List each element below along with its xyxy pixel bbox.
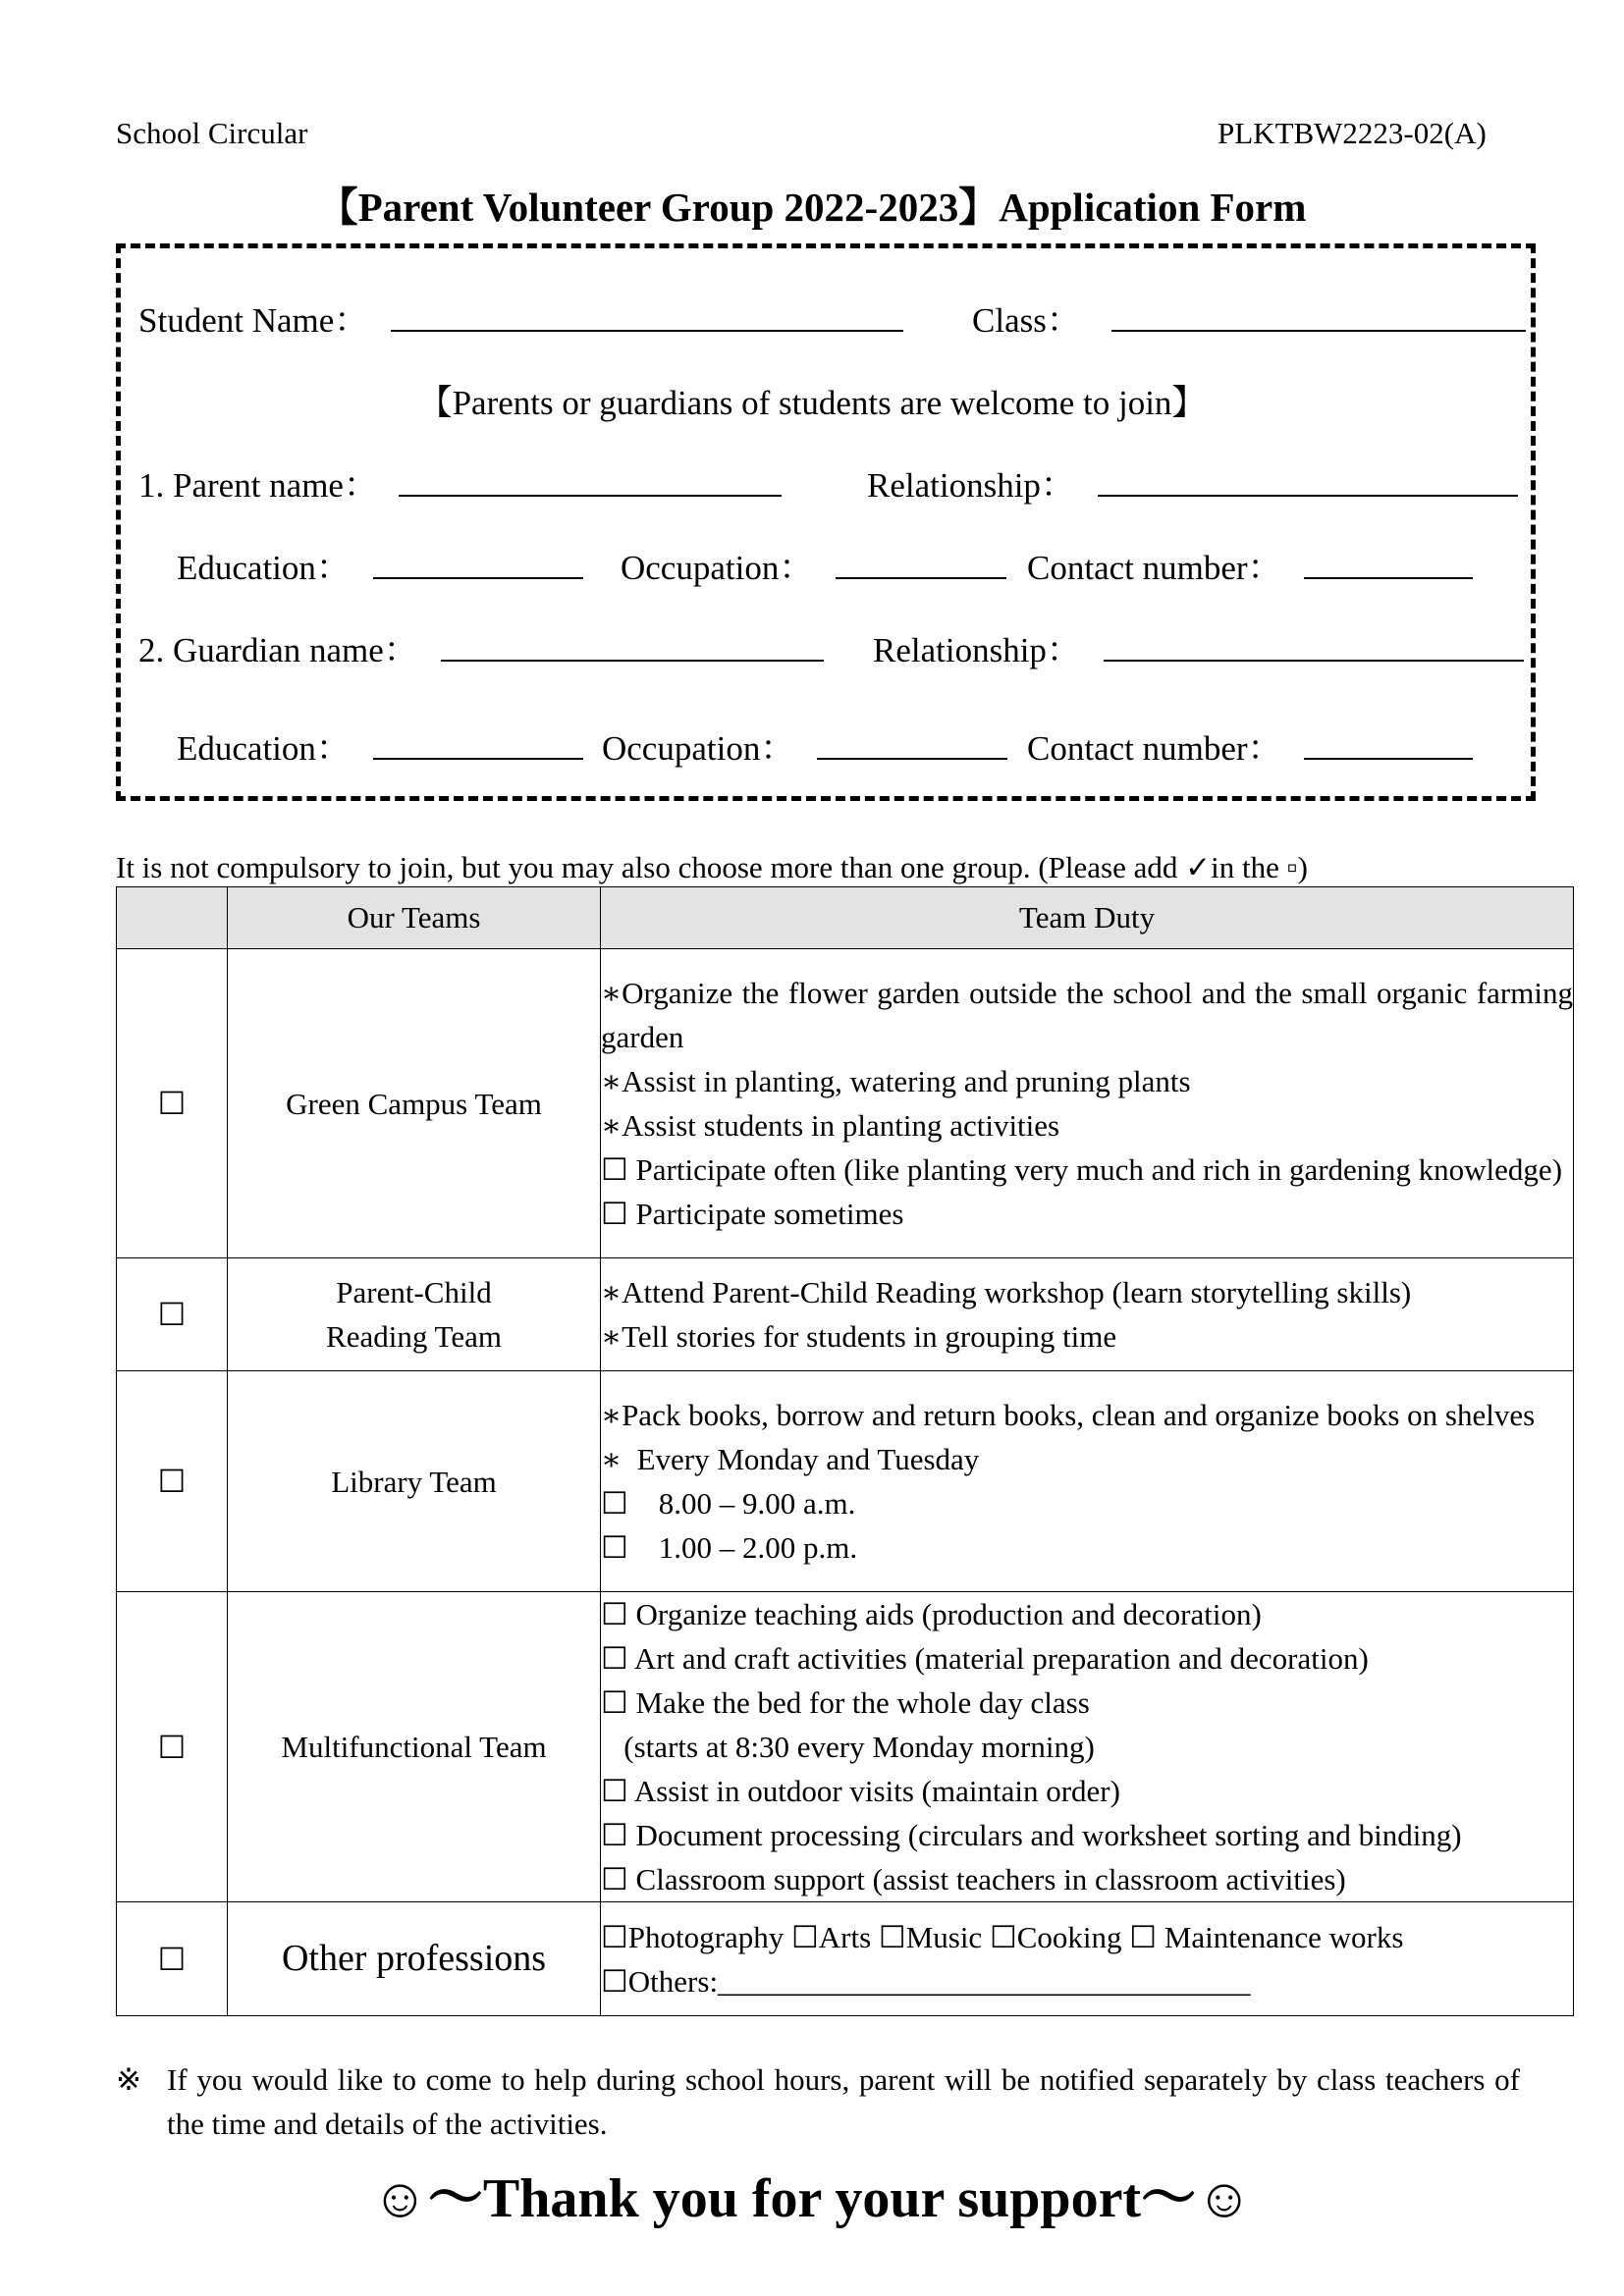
green-campus-checkbox[interactable]: ☐ <box>117 949 228 1258</box>
education-label: Education： <box>177 549 351 587</box>
footnote <box>116 2057 1520 2146</box>
footnote-text: If you would like to come to help during school hours, parent will be notified separately by class teachers of the time and details of the activities. <box>167 2062 1520 2141</box>
parent-contact-row <box>1027 541 1473 590</box>
welcome-text: 【Parents or guardians of students are welcome to join】 <box>417 384 1207 422</box>
header-our-teams: Our Teams <box>228 887 601 949</box>
class-label: Class： <box>972 301 1081 340</box>
selection-note: It is not compulsory to join, but you may also choose more than one group. (Please add ✓in the ▫) <box>116 850 1308 884</box>
parent-name-label: 1. Parent name： <box>138 466 378 505</box>
student-name-field[interactable] <box>391 300 903 332</box>
team-name-line: Parent-Child <box>336 1275 492 1309</box>
team-name-parent-child-reading <box>228 1258 601 1371</box>
duty-option-afternoon-slot[interactable]: ☐ 1.00 – 2.00 p.m. <box>601 1530 858 1565</box>
thank-you-message: ☺～Thank you for your support～☺ <box>371 2168 1253 2229</box>
duty-option-morning-slot[interactable]: ☐ 8.00 – 9.00 a.m. <box>601 1486 856 1521</box>
duty-library <box>601 1371 1574 1592</box>
parent-occupation-field[interactable] <box>836 548 1006 579</box>
duty-option-outdoor-visits[interactable]: ☐ Assist in outdoor visits (maintain order) <box>601 1774 1120 1808</box>
guardian-name-row <box>138 623 824 672</box>
duty-parent-child-reading <box>601 1258 1574 1371</box>
table-row-parent-child-reading <box>117 1258 1574 1371</box>
guardian-contact-row <box>1027 721 1473 771</box>
table-header-row <box>117 887 1574 949</box>
parent-education-row <box>177 541 583 590</box>
guardian-education-field[interactable] <box>373 728 583 760</box>
guardian-relationship-row <box>873 623 1524 672</box>
duty-item: (starts at 8:30 every Monday morning) <box>601 1730 1095 1764</box>
reference-mark: ※ <box>116 2062 141 2097</box>
guardian-contact-field[interactable] <box>1304 728 1473 760</box>
guardian-occupation-row <box>602 721 1007 771</box>
contact-number-label: Contact number： <box>1027 729 1282 768</box>
occupation-label: Occupation： <box>621 549 814 587</box>
table-row-other-professions <box>117 1902 1574 2016</box>
duty-option-participate-sometimes[interactable]: ☐ Participate sometimes <box>601 1197 904 1231</box>
duty-item: ∗Assist in planting, watering and pruning plants <box>601 1064 1191 1098</box>
table-row-multifunctional <box>117 1592 1574 1902</box>
guardian-occupation-field[interactable] <box>817 728 1007 760</box>
teams-table <box>116 886 1574 2016</box>
duty-option-make-bed[interactable]: ☐ Make the bed for the whole day class <box>601 1685 1090 1720</box>
library-checkbox[interactable]: ☐ <box>117 1371 228 1592</box>
team-name-green-campus: Green Campus Team <box>228 949 601 1258</box>
header-team-duty: Team Duty <box>601 887 1574 949</box>
duty-multifunctional <box>601 1592 1574 1902</box>
education-label: Education： <box>177 729 351 768</box>
duty-item: ∗Assist students in planting activities <box>601 1108 1060 1143</box>
parent-occupation-row <box>621 541 1006 590</box>
relationship-label: Relationship： <box>867 466 1075 505</box>
guardian-name-label: 2. Guardian name： <box>138 631 418 669</box>
form-title: 【Parent Volunteer Group 2022-2023】Application Form <box>317 185 1307 230</box>
document-code: PLKTBW2223-02(A) <box>1218 116 1487 150</box>
circular-label: School Circular <box>116 116 308 150</box>
other-professions-checkbox[interactable]: ☐ <box>117 1902 228 2016</box>
duty-option-art-craft[interactable]: ☐ Art and craft activities (material preparation and decoration) <box>601 1641 1369 1676</box>
table-row-library <box>117 1371 1574 1592</box>
others-field[interactable]: ☐Others:___________________________________ <box>601 1963 1251 1999</box>
student-name-row <box>138 294 903 343</box>
multifunctional-checkbox[interactable]: ☐ <box>117 1592 228 1902</box>
duty-item: ∗Tell stories for students in grouping time <box>601 1319 1117 1354</box>
guardian-name-field[interactable] <box>441 630 824 662</box>
header-checkbox-column <box>117 887 228 949</box>
guardian-relationship-field[interactable] <box>1104 630 1524 662</box>
class-field[interactable] <box>1111 300 1526 332</box>
profession-options[interactable]: ☐Photography ☐Arts ☐Music ☐Cooking ☐ Maintenance works <box>601 1919 1404 1954</box>
duty-item: ∗ Every Monday and Tuesday <box>601 1442 980 1476</box>
team-name-line: Reading Team <box>326 1319 502 1354</box>
duty-item: ∗Pack books, borrow and return books, clean and organize books on shelves <box>601 1398 1536 1432</box>
parent-child-reading-checkbox[interactable]: ☐ <box>117 1258 228 1371</box>
duty-option-teaching-aids[interactable]: ☐ Organize teaching aids (production and decoration) <box>601 1597 1262 1631</box>
relationship-label: Relationship： <box>873 631 1081 669</box>
parent-name-field[interactable] <box>399 465 782 497</box>
duty-green-campus <box>601 949 1574 1258</box>
team-name-multifunctional: Multifunctional Team <box>228 1592 601 1902</box>
student-name-label: Student Name： <box>138 301 369 340</box>
duty-item: ∗Organize the flower garden outside the school and the small organic farming garden <box>601 976 1573 1054</box>
team-name-other-professions: Other professions <box>228 1902 601 2016</box>
parent-contact-field[interactable] <box>1304 548 1473 579</box>
table-row-green-campus <box>117 949 1574 1258</box>
duty-option-participate-often[interactable]: ☐ Participate often (like planting very much and rich in gardening knowledge) <box>601 1152 1563 1187</box>
duty-item: ∗Attend Parent-Child Reading workshop (learn storytelling skills) <box>601 1275 1412 1309</box>
occupation-label: Occupation： <box>602 729 795 768</box>
duty-option-classroom-support[interactable]: ☐ Classroom support (assist teachers in classroom activities) <box>601 1862 1346 1896</box>
duty-option-document-processing[interactable]: ☐ Document processing (circulars and worksheet sorting and binding) <box>601 1818 1462 1852</box>
duty-other-professions <box>601 1902 1574 2016</box>
guardian-education-row <box>177 721 583 771</box>
parent-relationship-field[interactable] <box>1098 465 1518 497</box>
parent-education-field[interactable] <box>373 548 583 579</box>
parent-name-row <box>138 458 782 507</box>
contact-number-label: Contact number： <box>1027 549 1282 587</box>
parent-relationship-row <box>867 458 1518 507</box>
class-row <box>972 294 1526 343</box>
team-name-library: Library Team <box>228 1371 601 1592</box>
